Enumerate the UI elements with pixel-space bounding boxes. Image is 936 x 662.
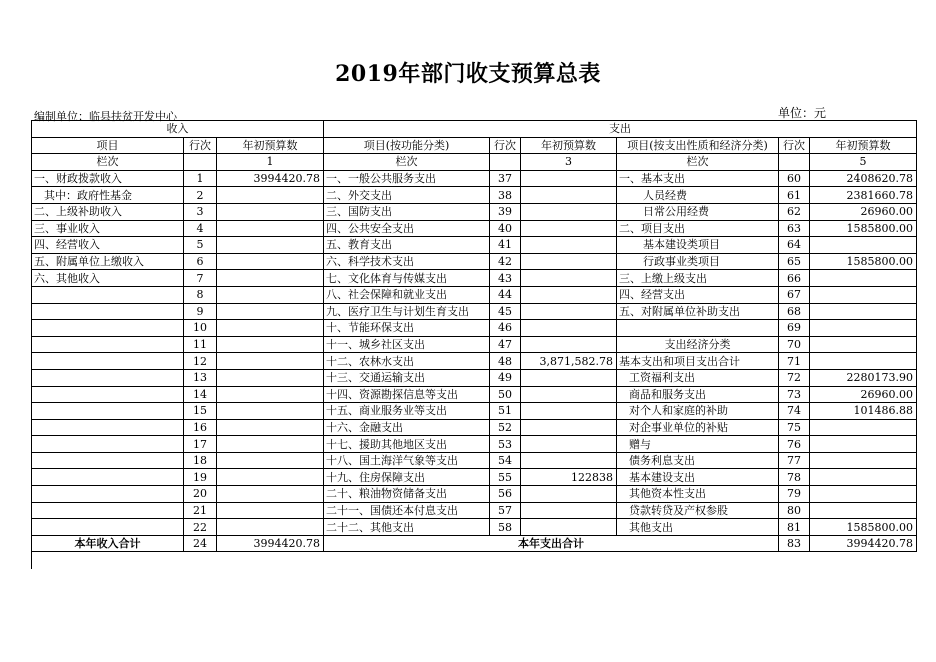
income-item <box>32 369 184 386</box>
income-budget <box>217 502 324 519</box>
econ-item: 对个人和家庭的补助 <box>617 403 779 420</box>
table-row <box>32 170 917 187</box>
table-row <box>32 320 917 337</box>
func-line: 41 <box>490 237 521 254</box>
income-budget <box>217 253 324 270</box>
income-line: 1 <box>184 170 217 187</box>
econ-item: 支出经济分类 <box>617 336 779 353</box>
econ-item: 一、基本支出 <box>617 170 779 187</box>
income-line: 17 <box>184 436 217 453</box>
lanci-5: 5 <box>810 154 917 171</box>
econ-line: 67 <box>779 286 810 303</box>
econ-budget: 1585800.00 <box>810 253 917 270</box>
income-budget <box>217 486 324 503</box>
econ-item: 人员经费 <box>617 187 779 204</box>
income-header: 收入 <box>32 121 324 138</box>
col-line2-header: 行次 <box>490 137 521 154</box>
income-item <box>32 469 184 486</box>
func-budget <box>521 386 617 403</box>
income-budget <box>217 369 324 386</box>
income-item <box>32 303 184 320</box>
compiling-unit: 编制单位：临县扶贫开发中心 <box>34 110 177 123</box>
econ-line: 64 <box>779 237 810 254</box>
econ-item: 债务利息支出 <box>617 452 779 469</box>
econ-budget: 26960.00 <box>810 386 917 403</box>
func-line: 47 <box>490 336 521 353</box>
econ-budget: 101486.88 <box>810 403 917 420</box>
table-row <box>32 303 917 320</box>
econ-budget: 2408620.78 <box>810 170 917 187</box>
income-item <box>32 320 184 337</box>
income-budget <box>217 403 324 420</box>
income-item <box>32 336 184 353</box>
total-row <box>32 535 917 552</box>
econ-line: 76 <box>779 436 810 453</box>
econ-budget <box>810 452 917 469</box>
income-item <box>32 452 184 469</box>
func-budget <box>521 502 617 519</box>
econ-line: 80 <box>779 502 810 519</box>
func-line: 46 <box>490 320 521 337</box>
func-item: 二十一、国债还本付息支出 <box>324 502 490 519</box>
econ-budget: 2381660.78 <box>810 187 917 204</box>
func-budget <box>521 270 617 287</box>
econ-line: 62 <box>779 203 810 220</box>
func-item: 六、科学技术支出 <box>324 253 490 270</box>
func-budget <box>521 220 617 237</box>
col-budget2-header: 年初预算数 <box>521 137 617 154</box>
income-budget <box>217 220 324 237</box>
econ-budget <box>810 469 917 486</box>
income-total-value: 3994420.78 <box>217 535 324 552</box>
income-item: 三、事业收入 <box>32 220 184 237</box>
func-line: 56 <box>490 486 521 503</box>
lanci-blank <box>490 154 521 171</box>
econ-line: 72 <box>779 369 810 386</box>
income-budget <box>217 436 324 453</box>
income-budget <box>217 452 324 469</box>
income-budget: 3994420.78 <box>217 170 324 187</box>
econ-line: 69 <box>779 320 810 337</box>
func-line: 45 <box>490 303 521 320</box>
func-line: 54 <box>490 452 521 469</box>
econ-line: 78 <box>779 469 810 486</box>
income-item <box>32 436 184 453</box>
econ-line: 73 <box>779 386 810 403</box>
income-budget <box>217 469 324 486</box>
func-line: 53 <box>490 436 521 453</box>
income-budget <box>217 386 324 403</box>
econ-line: 74 <box>779 403 810 420</box>
page-title: 2019年部门收支预算总表 <box>335 61 601 87</box>
func-item: 十三、交通运输支出 <box>324 369 490 386</box>
func-budget <box>521 486 617 503</box>
income-line: 19 <box>184 469 217 486</box>
table-row <box>32 486 917 503</box>
econ-budget <box>810 436 917 453</box>
econ-item: 三、上缴上级支出 <box>617 270 779 287</box>
econ-item: 基本建设类项目 <box>617 237 779 254</box>
func-item: 四、公共安全支出 <box>324 220 490 237</box>
func-item: 二十二、其他支出 <box>324 519 490 536</box>
func-line: 57 <box>490 502 521 519</box>
econ-line: 70 <box>779 336 810 353</box>
income-item <box>32 419 184 436</box>
func-budget: 3,871,582.78 <box>521 353 617 370</box>
func-line: 50 <box>490 386 521 403</box>
econ-line: 79 <box>779 486 810 503</box>
income-line: 18 <box>184 452 217 469</box>
func-item: 八、社会保障和就业支出 <box>324 286 490 303</box>
econ-item: 基本建设支出 <box>617 469 779 486</box>
econ-budget <box>810 320 917 337</box>
expense-total-value: 3994420.78 <box>810 535 917 552</box>
econ-line: 66 <box>779 270 810 287</box>
col-budget3-header: 年初预算数 <box>810 137 917 154</box>
table-row <box>32 353 917 370</box>
func-budget <box>521 170 617 187</box>
lanci-func-label: 栏次 <box>324 154 490 171</box>
income-budget <box>217 187 324 204</box>
lanci-blank <box>779 154 810 171</box>
table-row <box>32 403 917 420</box>
econ-item: 对企事业单位的补贴 <box>617 419 779 436</box>
econ-item: 基本支出和项目支出合计 <box>617 353 779 370</box>
func-item: 一、一般公共服务支出 <box>324 170 490 187</box>
econ-item: 赠与 <box>617 436 779 453</box>
lanci-1: 1 <box>217 154 324 171</box>
table-row <box>32 502 917 519</box>
table-row <box>32 270 917 287</box>
income-budget <box>217 303 324 320</box>
econ-line: 71 <box>779 353 810 370</box>
econ-budget <box>810 486 917 503</box>
income-item: 四、经营收入 <box>32 237 184 254</box>
econ-budget <box>810 502 917 519</box>
econ-budget <box>810 270 917 287</box>
func-item: 十二、农林水支出 <box>324 353 490 370</box>
income-line: 16 <box>184 419 217 436</box>
col-econ-header: 项目(按支出性质和经济分类) <box>617 137 779 154</box>
table-row <box>32 369 917 386</box>
income-budget <box>217 353 324 370</box>
func-line: 40 <box>490 220 521 237</box>
econ-line: 61 <box>779 187 810 204</box>
econ-item: 五、对附属单位补助支出 <box>617 303 779 320</box>
econ-item: 其他支出 <box>617 519 779 536</box>
func-budget <box>521 303 617 320</box>
table-row <box>32 386 917 403</box>
income-item: 一、财政拨款收入 <box>32 170 184 187</box>
income-budget <box>217 286 324 303</box>
func-line: 52 <box>490 419 521 436</box>
func-line: 38 <box>490 187 521 204</box>
income-item <box>32 353 184 370</box>
func-budget <box>521 369 617 386</box>
func-budget <box>521 436 617 453</box>
table-row <box>32 469 917 486</box>
func-budget <box>521 403 617 420</box>
econ-budget: 2280173.90 <box>810 369 917 386</box>
func-budget <box>521 237 617 254</box>
func-budget <box>521 336 617 353</box>
col-line-header: 行次 <box>184 137 217 154</box>
table-row <box>32 220 917 237</box>
func-line: 37 <box>490 170 521 187</box>
econ-item: 日常公用经费 <box>617 203 779 220</box>
econ-budget: 1585800.00 <box>810 220 917 237</box>
func-item: 十、节能环保支出 <box>324 320 490 337</box>
income-item: 六、其他收入 <box>32 270 184 287</box>
func-line: 55 <box>490 469 521 486</box>
econ-budget: 1585800.00 <box>810 519 917 536</box>
expense-header: 支出 <box>324 121 917 138</box>
econ-budget <box>810 419 917 436</box>
income-item <box>32 386 184 403</box>
income-line: 7 <box>184 270 217 287</box>
table-row <box>32 286 917 303</box>
econ-item: 贷款转贷及产权参股 <box>617 502 779 519</box>
func-item: 二十、粮油物资储备支出 <box>324 486 490 503</box>
table-row <box>32 203 917 220</box>
table-row <box>32 519 917 536</box>
econ-item: 四、经营支出 <box>617 286 779 303</box>
table-row <box>32 336 917 353</box>
func-line: 42 <box>490 253 521 270</box>
income-line: 3 <box>184 203 217 220</box>
func-item: 三、国防支出 <box>324 203 490 220</box>
econ-budget <box>810 286 917 303</box>
income-budget <box>217 336 324 353</box>
lanci-3: 3 <box>521 154 617 171</box>
currency-unit: 单位：元 <box>778 106 827 120</box>
income-line: 11 <box>184 336 217 353</box>
func-item: 十九、住房保障支出 <box>324 469 490 486</box>
income-budget <box>217 203 324 220</box>
econ-item: 行政事业类项目 <box>617 253 779 270</box>
func-item: 十六、金融支出 <box>324 419 490 436</box>
income-line: 21 <box>184 502 217 519</box>
income-total-line: 24 <box>184 535 217 552</box>
income-budget <box>217 237 324 254</box>
func-item: 十五、商业服务业等支出 <box>324 403 490 420</box>
income-item <box>32 286 184 303</box>
econ-budget <box>810 353 917 370</box>
func-line: 44 <box>490 286 521 303</box>
expense-total-label: 本年支出合计 <box>324 535 779 552</box>
func-line: 51 <box>490 403 521 420</box>
func-line: 58 <box>490 519 521 536</box>
lanci-blank <box>184 154 217 171</box>
income-item: 其中：政府性基金 <box>32 187 184 204</box>
func-line: 48 <box>490 353 521 370</box>
func-budget <box>521 253 617 270</box>
header-row-lanci <box>32 154 917 171</box>
econ-item: 其他资本性支出 <box>617 486 779 503</box>
header-row-section <box>32 121 917 138</box>
econ-budget <box>810 303 917 320</box>
func-line: 49 <box>490 369 521 386</box>
func-item: 九、医疗卫生与计划生育支出 <box>324 303 490 320</box>
lanci-label: 栏次 <box>32 154 184 171</box>
income-item: 二、上级补助收入 <box>32 203 184 220</box>
econ-budget: 26960.00 <box>810 203 917 220</box>
func-item: 十七、援助其他地区支出 <box>324 436 490 453</box>
income-line: 2 <box>184 187 217 204</box>
econ-item: 二、项目支出 <box>617 220 779 237</box>
func-budget: 122838 <box>521 469 617 486</box>
col-item-header: 项目 <box>32 137 184 154</box>
income-budget <box>217 519 324 536</box>
budget-table <box>31 120 917 552</box>
func-budget <box>521 419 617 436</box>
func-item: 十四、资源勘探信息等支出 <box>324 386 490 403</box>
econ-item <box>617 320 779 337</box>
func-budget <box>521 203 617 220</box>
econ-line: 65 <box>779 253 810 270</box>
expense-total-line: 83 <box>779 535 810 552</box>
income-item: 五、附属单位上缴收入 <box>32 253 184 270</box>
income-line: 9 <box>184 303 217 320</box>
income-item <box>32 403 184 420</box>
econ-line: 75 <box>779 419 810 436</box>
col-func-header: 项目(按功能分类) <box>324 137 490 154</box>
income-line: 13 <box>184 369 217 386</box>
func-line: 43 <box>490 270 521 287</box>
income-line: 4 <box>184 220 217 237</box>
income-line: 5 <box>184 237 217 254</box>
income-item <box>32 502 184 519</box>
income-item <box>32 486 184 503</box>
func-item: 七、文化体育与传媒支出 <box>324 270 490 287</box>
income-line: 20 <box>184 486 217 503</box>
func-item: 十一、城乡社区支出 <box>324 336 490 353</box>
table-row <box>32 452 917 469</box>
econ-item: 工资福利支出 <box>617 369 779 386</box>
income-line: 12 <box>184 353 217 370</box>
table-row <box>32 253 917 270</box>
income-line: 14 <box>184 386 217 403</box>
col-budget-header: 年初预算数 <box>217 137 324 154</box>
econ-line: 77 <box>779 452 810 469</box>
table-row <box>32 419 917 436</box>
table-row <box>32 237 917 254</box>
income-line: 22 <box>184 519 217 536</box>
left-border-extension <box>31 551 32 569</box>
income-budget <box>217 320 324 337</box>
econ-line: 68 <box>779 303 810 320</box>
func-budget <box>521 519 617 536</box>
econ-item: 商品和服务支出 <box>617 386 779 403</box>
lanci-econ-label: 栏次 <box>617 154 779 171</box>
income-item <box>32 519 184 536</box>
func-budget <box>521 187 617 204</box>
income-budget <box>217 419 324 436</box>
econ-budget <box>810 336 917 353</box>
func-item: 十八、国土海洋气象等支出 <box>324 452 490 469</box>
income-line: 10 <box>184 320 217 337</box>
income-line: 8 <box>184 286 217 303</box>
income-line: 6 <box>184 253 217 270</box>
econ-line: 60 <box>779 170 810 187</box>
func-line: 39 <box>490 203 521 220</box>
econ-line: 81 <box>779 519 810 536</box>
income-total-label: 本年收入合计 <box>32 535 184 552</box>
income-line: 15 <box>184 403 217 420</box>
header-row-columns <box>32 137 917 154</box>
table-row <box>32 436 917 453</box>
func-item: 二、外交支出 <box>324 187 490 204</box>
col-line3-header: 行次 <box>779 137 810 154</box>
income-budget <box>217 270 324 287</box>
func-budget <box>521 452 617 469</box>
econ-budget <box>810 237 917 254</box>
econ-line: 63 <box>779 220 810 237</box>
func-item: 五、教育支出 <box>324 237 490 254</box>
table-row <box>32 187 917 204</box>
func-budget <box>521 286 617 303</box>
func-budget <box>521 320 617 337</box>
